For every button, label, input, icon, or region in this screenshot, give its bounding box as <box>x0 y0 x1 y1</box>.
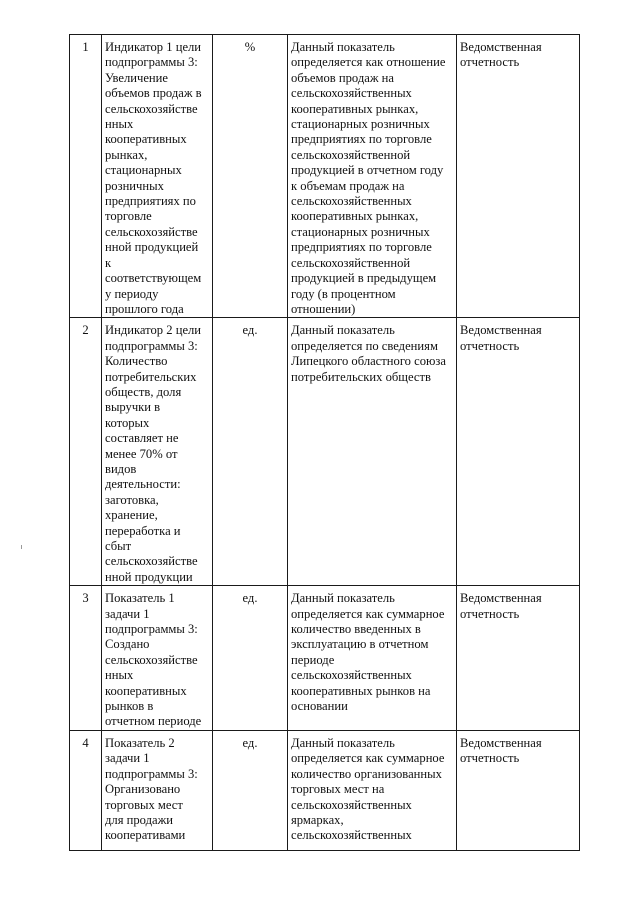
row-number: 2 <box>70 318 102 586</box>
table-row <box>70 730 580 850</box>
indicator-name: Индикатор 2 цели подпрограммы 3: Количество потребительских обществ, доля выручки в которых составляет не менее 70% от видов деятельности: заготовка, хранение, переработка и сбыт сельскохозяйстве нной продукции <box>102 318 213 586</box>
indicator-description: Данный показатель определяется как суммарное количество организованных торговых мест на сельскохозяйственных ярмарках, сельскохозяйственных <box>288 730 457 850</box>
row-number: 1 <box>70 35 102 318</box>
table-row <box>70 35 580 318</box>
indicator-name: Показатель 2 задачи 1 подпрограммы 3: Организовано торговых мест для продажи кооперативами <box>102 730 213 850</box>
unit-of-measure: ед. <box>213 730 288 850</box>
scan-artifact <box>21 545 22 549</box>
data-source: Ведомственная отчетность <box>457 730 580 850</box>
table-row <box>70 586 580 731</box>
unit-of-measure: ед. <box>213 586 288 731</box>
data-source: Ведомственная отчетность <box>457 586 580 731</box>
row-number: 4 <box>70 730 102 850</box>
data-source: Ведомственная отчетность <box>457 318 580 586</box>
indicator-description: Данный показатель определяется как отношение объемов продаж на сельскохозяйственных кооперативных рынках, стационарных розничных предприятиях по торговле сельскохозяйственной продукцией в отчетном году к объемам продаж на сельскохозяйственных кооперативных рынках, стационарных розничных предприятиях по торговле сельскохозяйственной продукцией в предыдущем году (в процентном отношении) <box>288 35 457 318</box>
data-source: Ведомственная отчетность <box>457 35 580 318</box>
indicator-table <box>69 34 580 851</box>
indicator-name: Индикатор 1 цели подпрограммы 3: Увеличение объемов продаж в сельскохозяйстве нных кооперативных рынках, стационарных розничных предприятиях по торговле сельскохозяйстве нной продукцией к соответствующем у периоду прошлого года <box>102 35 213 318</box>
table-row <box>70 318 580 586</box>
unit-of-measure: % <box>213 35 288 318</box>
indicator-name: Показатель 1 задачи 1 подпрограммы 3: Создано сельскохозяйстве нных кооперативных рынков в отчетном периоде <box>102 586 213 731</box>
indicator-description: Данный показатель определяется по сведениям Липецкого областного союза потребительских обществ <box>288 318 457 586</box>
row-number: 3 <box>70 586 102 731</box>
unit-of-measure: ед. <box>213 318 288 586</box>
indicator-description: Данный показатель определяется как суммарное количество введенных в эксплуатацию в отчетном периоде сельскохозяйственных кооперативных рынков на основании <box>288 586 457 731</box>
